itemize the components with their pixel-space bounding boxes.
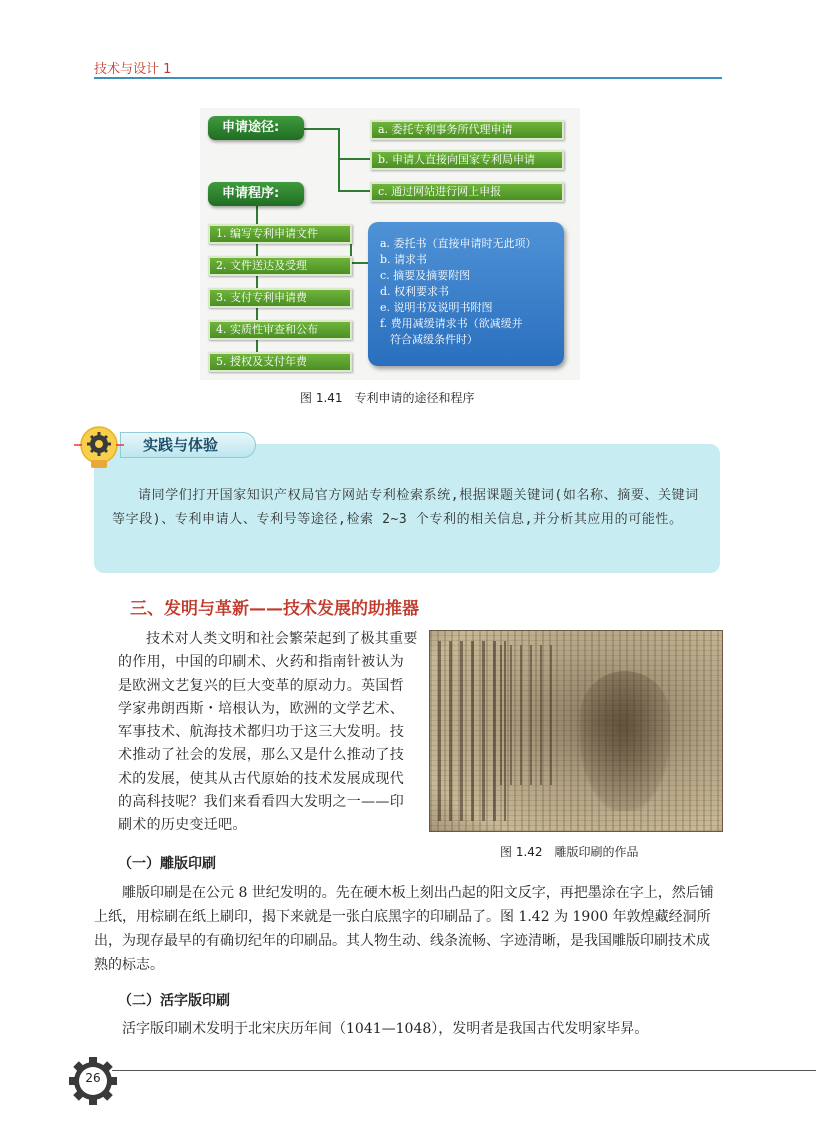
subheading-woodblock: （一）雕版印刷	[118, 856, 216, 872]
route-item-a: a. 委托专利事务所代理申请	[370, 120, 564, 140]
required-documents-box	[368, 222, 564, 366]
woodblock-print-image	[429, 630, 723, 832]
movable-type-paragraph: 活字版印刷术发明于北宋庆历年间（1041—1048），发明者是我国古代发明家毕昇。	[122, 1021, 649, 1037]
woodblock-paragraph: 雕版印刷是在公元 8 世纪发明的。先在硬木板上刻出凸起的阳文反字，再把墨涂在字上，然后铺上纸，用棕刷在纸上刷印，揭下来就是一张白底黑字的印刷品了。图 1.42 为 1900 年敦煌藏经洞所出，为现存最早的有确切纪年的印刷品。其人物生动、线条流畅、字迹清晰，是我国雕版印刷技术成熟的标志。	[94, 885, 714, 973]
lightbulb-gear-icon	[74, 426, 124, 470]
document-item: e. 说明书及说明书附图	[380, 301, 493, 314]
footer-rule	[112, 1070, 816, 1071]
header-rule	[94, 77, 722, 79]
procedure-step-5: 5. 授权及支付年费	[208, 352, 352, 372]
patent-procedure-diagram	[200, 108, 580, 380]
practice-title	[120, 432, 256, 458]
print-text-columns	[438, 641, 506, 821]
document-item: c. 摘要及摘要附图	[380, 269, 471, 282]
print-text-columns	[500, 645, 554, 785]
page-number: 26	[85, 1071, 101, 1085]
intro-paragraph	[118, 628, 418, 838]
procedure-label: 申请程序:	[208, 182, 304, 206]
section-title: 三、发明与革新——技术发展的助推器	[130, 599, 419, 619]
document-item: b. 请求书	[380, 253, 428, 266]
figure-141-caption: 图 1.41 专利申请的途径和程序	[300, 391, 475, 405]
figure-142-caption: 图 1.42 雕版印刷的作品	[500, 845, 639, 859]
document-item: a. 委托书（直接申请时无此项）	[380, 237, 537, 250]
intro-text: 技术对人类文明和社会繁荣起到了极其重要的作用，中国的印刷术、火药和指南针被认为是欧洲文艺复兴的巨大变革的原动力。英国哲学家弗朗西斯・培根认为，欧洲的文学艺术、军事技术、航海技术都归功于这三大发明。技术推动了社会的发展，那么又是什么推动了技术的发展，使其从古代原始的技术发展成现代的高科技呢？我们来看看四大发明之一——印刷术的历史变迁吧。	[118, 631, 418, 834]
connector-line	[338, 158, 370, 160]
document-item: d. 权利要求书	[380, 285, 450, 298]
document-item: f. 费用减缓请求书（欲减缓并	[380, 317, 523, 330]
procedure-step-2: 2. 文件送达及受理	[208, 256, 352, 276]
route-item-b: b. 申请人直接向国家专利局申请	[370, 150, 564, 170]
route-label: 申请途径:	[208, 116, 304, 140]
connector-line	[338, 128, 340, 192]
procedure-step-3: 3. 支付专利申请费	[208, 288, 352, 308]
connector-line	[338, 190, 370, 192]
print-buddha-figure	[580, 671, 670, 811]
practice-title-text: 实践与体验	[143, 436, 219, 454]
practice-text: 请同学们打开国家知识产权局官方网站专利检索系统,根据课题关键词(如名称、摘要、关键词等字段)、专利申请人、专利号等途径,检索 2~3 个专利的相关信息,并分析其应用的可能性。	[112, 488, 699, 527]
route-item-c: c. 通过网站进行网上申报	[370, 182, 564, 202]
procedure-step-4: 4. 实质性审查和公布	[208, 320, 352, 340]
document-item: 符合减缓条件时）	[390, 333, 478, 346]
connector-line	[350, 262, 368, 264]
procedure-step-1: 1. 编写专利申请文件	[208, 224, 352, 244]
connector-line	[304, 128, 338, 130]
running-head: 技术与设计 1	[94, 62, 172, 77]
subheading-movable-type: （二）活字版印刷	[118, 993, 230, 1009]
